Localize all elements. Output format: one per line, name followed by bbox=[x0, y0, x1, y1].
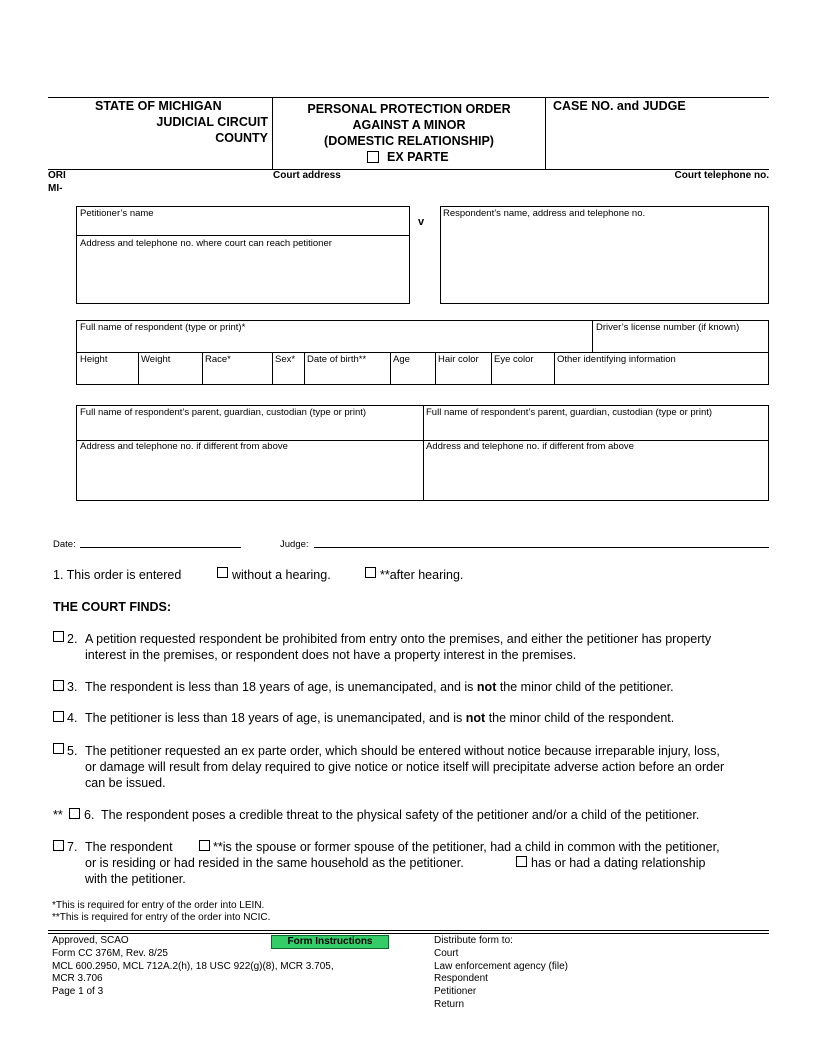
item5-line1: The petitioner requested an ex parte order, which should be entered without notice because irreparable injury, loss, bbox=[85, 744, 720, 758]
after-hearing-checkbox[interactable] bbox=[365, 567, 376, 578]
item5-number: 5. bbox=[67, 744, 78, 758]
respondent-full-name-label[interactable]: Full name of respondent (type or print)* bbox=[80, 322, 246, 333]
col-divider-hair bbox=[435, 352, 436, 385]
item2-checkbox[interactable] bbox=[53, 631, 64, 642]
item3-bold: not bbox=[476, 680, 497, 694]
col-divider-race bbox=[202, 352, 203, 385]
item7-checkbox[interactable] bbox=[53, 840, 64, 851]
drivers-license-label[interactable]: Driver’s license number (if known) bbox=[596, 322, 740, 333]
dist-court: Court bbox=[434, 947, 459, 959]
mcl-line2: MCR 3.706 bbox=[52, 973, 103, 985]
approved-label: Approved, SCAO bbox=[52, 935, 129, 946]
footer-rule-1 bbox=[48, 930, 769, 931]
case-no-label: CASE NO. and JUDGE bbox=[553, 99, 686, 113]
respondent-info-label: Respondent’s name, address and telephone no. bbox=[443, 208, 646, 219]
dl-divider bbox=[592, 320, 593, 352]
guardian-col-divider bbox=[423, 405, 424, 501]
height-label[interactable]: Height bbox=[80, 354, 108, 365]
form-number: Form CC 376M, Rev. 8/25 bbox=[52, 947, 168, 959]
item5-line3: can be issued. bbox=[85, 776, 166, 790]
guardian1-address-label[interactable]: Address and telephone no. if different from above bbox=[80, 441, 288, 452]
col-divider-sex bbox=[272, 352, 273, 385]
court-telephone-label: Court telephone no. bbox=[674, 170, 769, 181]
item2-line2: interest in the premises, or respondent does not have a property interest in the premises. bbox=[85, 648, 577, 662]
col-divider-other bbox=[554, 352, 555, 385]
ex-parte-label: EX PARTE bbox=[387, 150, 449, 164]
petitioner-divider bbox=[76, 235, 410, 236]
eye-color-label[interactable]: Eye color bbox=[494, 354, 534, 365]
item1-prefix: 1. This order is entered bbox=[53, 568, 182, 582]
item4-checkbox[interactable] bbox=[53, 711, 64, 722]
page-number: Page 1 of 3 bbox=[52, 986, 104, 998]
hair-color-label[interactable]: Hair color bbox=[438, 354, 479, 365]
form-title-line3: (DOMESTIC RELATIONSHIP) bbox=[324, 134, 494, 148]
footnote-ncic: **This is required for entry of the order into NCIC. bbox=[52, 912, 271, 923]
item7-dating-text: has or had a dating relationship bbox=[531, 856, 706, 870]
form-title-line1: PERSONAL PROTECTION ORDER bbox=[307, 102, 511, 116]
item7-dating-checkbox[interactable] bbox=[516, 856, 527, 867]
item7-line2: or is residing or had resided in the same household as the petitioner. bbox=[85, 856, 464, 870]
footer-distribution bbox=[434, 935, 568, 1012]
item5-line2: or damage will result from delay required to give notice or notice itself will precipitate adverse action before an order bbox=[85, 760, 725, 774]
guardian2-name-label[interactable]: Full name of respondent’s parent, guardian, custodian (type or print) bbox=[426, 407, 713, 418]
item7-number: 7. bbox=[67, 840, 78, 854]
col-divider-age bbox=[390, 352, 391, 385]
item3-text bbox=[85, 679, 674, 695]
without-hearing-checkbox[interactable] bbox=[217, 567, 228, 578]
col-divider-dob bbox=[304, 352, 305, 385]
item6-stars: ** bbox=[53, 808, 63, 822]
header-divider-right bbox=[545, 97, 546, 169]
item4-pre: The petitioner is less than 18 years of age, is unemancipated, and is bbox=[85, 711, 466, 725]
item7-line3: with the petitioner. bbox=[85, 872, 186, 886]
item6-text: The respondent poses a credible threat to the physical safety of the petitioner and/or a child of the petitioner. bbox=[101, 808, 700, 822]
date-label: Date: bbox=[53, 539, 76, 550]
header-top-rule bbox=[48, 97, 769, 98]
footnote-lein: *This is required for entry of the order into LEIN. bbox=[52, 900, 265, 911]
petitioner-name-label: Petitioner’s name bbox=[80, 208, 154, 219]
other-info-label[interactable]: Other identifying information bbox=[557, 354, 676, 365]
court-finds-heading: THE COURT FINDS: bbox=[53, 600, 172, 614]
dob-label[interactable]: Date of birth** bbox=[307, 354, 367, 365]
item2-number: 2. bbox=[67, 632, 78, 646]
dist-law-enforcement: Law enforcement agency (file) bbox=[434, 960, 568, 972]
item2-line1: A petition requested respondent be prohibited from entry onto the premises, and either the petitioner has property bbox=[85, 632, 712, 646]
guardian1-name-label[interactable]: Full name of respondent’s parent, guardian, custodian (type or print) bbox=[80, 407, 367, 418]
judge-label: Judge: bbox=[280, 539, 309, 550]
distribute-label: Distribute form to: bbox=[434, 935, 513, 946]
item4-text bbox=[85, 710, 674, 726]
item3-post: the minor child of the petitioner. bbox=[496, 680, 674, 694]
race-label[interactable]: Race* bbox=[205, 354, 231, 365]
respondent-box[interactable] bbox=[440, 206, 769, 304]
form-instructions-button[interactable]: Form Instructions bbox=[271, 935, 389, 949]
item4-bold: not bbox=[465, 711, 486, 725]
dist-respondent: Respondent bbox=[434, 973, 488, 985]
age-label[interactable]: Age bbox=[393, 354, 410, 365]
date-line[interactable] bbox=[80, 547, 241, 548]
petitioner-address-label: Address and telephone no. where court can reach petitioner bbox=[80, 238, 332, 249]
mcl-line1: MCL 600.2950, MCL 712A.2(h), 18 USC 922(g)(8), MCR 3.705, bbox=[52, 960, 334, 972]
sex-label[interactable]: Sex* bbox=[275, 354, 296, 365]
state-label: STATE OF MICHIGAN bbox=[95, 99, 222, 113]
item4-number: 4. bbox=[67, 711, 78, 725]
dist-petitioner: Petitioner bbox=[434, 986, 477, 998]
versus-label: v bbox=[418, 216, 425, 228]
court-address-label: Court address bbox=[273, 170, 341, 181]
ex-parte-checkbox[interactable] bbox=[367, 151, 379, 163]
footer-rule-2 bbox=[48, 933, 769, 934]
petitioner-box[interactable] bbox=[76, 206, 410, 304]
col-divider-eye bbox=[491, 352, 492, 385]
item4-post: the minor child of the respondent. bbox=[485, 711, 675, 725]
circuit-label: JUDICIAL CIRCUIT bbox=[156, 115, 268, 129]
mi-label: MI- bbox=[48, 183, 63, 194]
header-bottom-rule bbox=[48, 169, 769, 170]
without-hearing-label: without a hearing. bbox=[232, 568, 331, 582]
item6-checkbox[interactable] bbox=[69, 808, 80, 819]
judge-line[interactable] bbox=[314, 547, 769, 548]
item5-checkbox[interactable] bbox=[53, 743, 64, 754]
ori-label: ORI bbox=[48, 170, 66, 181]
item6-number: 6. bbox=[84, 808, 95, 822]
item7-spouse-checkbox[interactable] bbox=[199, 840, 210, 851]
item7-lead: The respondent bbox=[85, 840, 173, 854]
dist-return: Return bbox=[434, 998, 465, 1010]
col-divider-weight bbox=[138, 352, 139, 385]
item3-checkbox[interactable] bbox=[53, 680, 64, 691]
item3-pre: The respondent is less than 18 years of age, is unemancipated, and is bbox=[85, 680, 477, 694]
respondent-details-divider bbox=[76, 352, 769, 353]
item7-spouse-text: **is the spouse or former spouse of the petitioner, had a child in common with the petitioner, bbox=[213, 840, 720, 854]
after-hearing-label: **after hearing. bbox=[380, 568, 464, 582]
form-title-line2: AGAINST A MINOR bbox=[352, 118, 466, 132]
guardian2-address-label[interactable]: Address and telephone no. if different from above bbox=[426, 441, 634, 452]
county-label: COUNTY bbox=[215, 131, 268, 145]
item3-number: 3. bbox=[67, 680, 78, 694]
weight-label[interactable]: Weight bbox=[141, 354, 171, 365]
